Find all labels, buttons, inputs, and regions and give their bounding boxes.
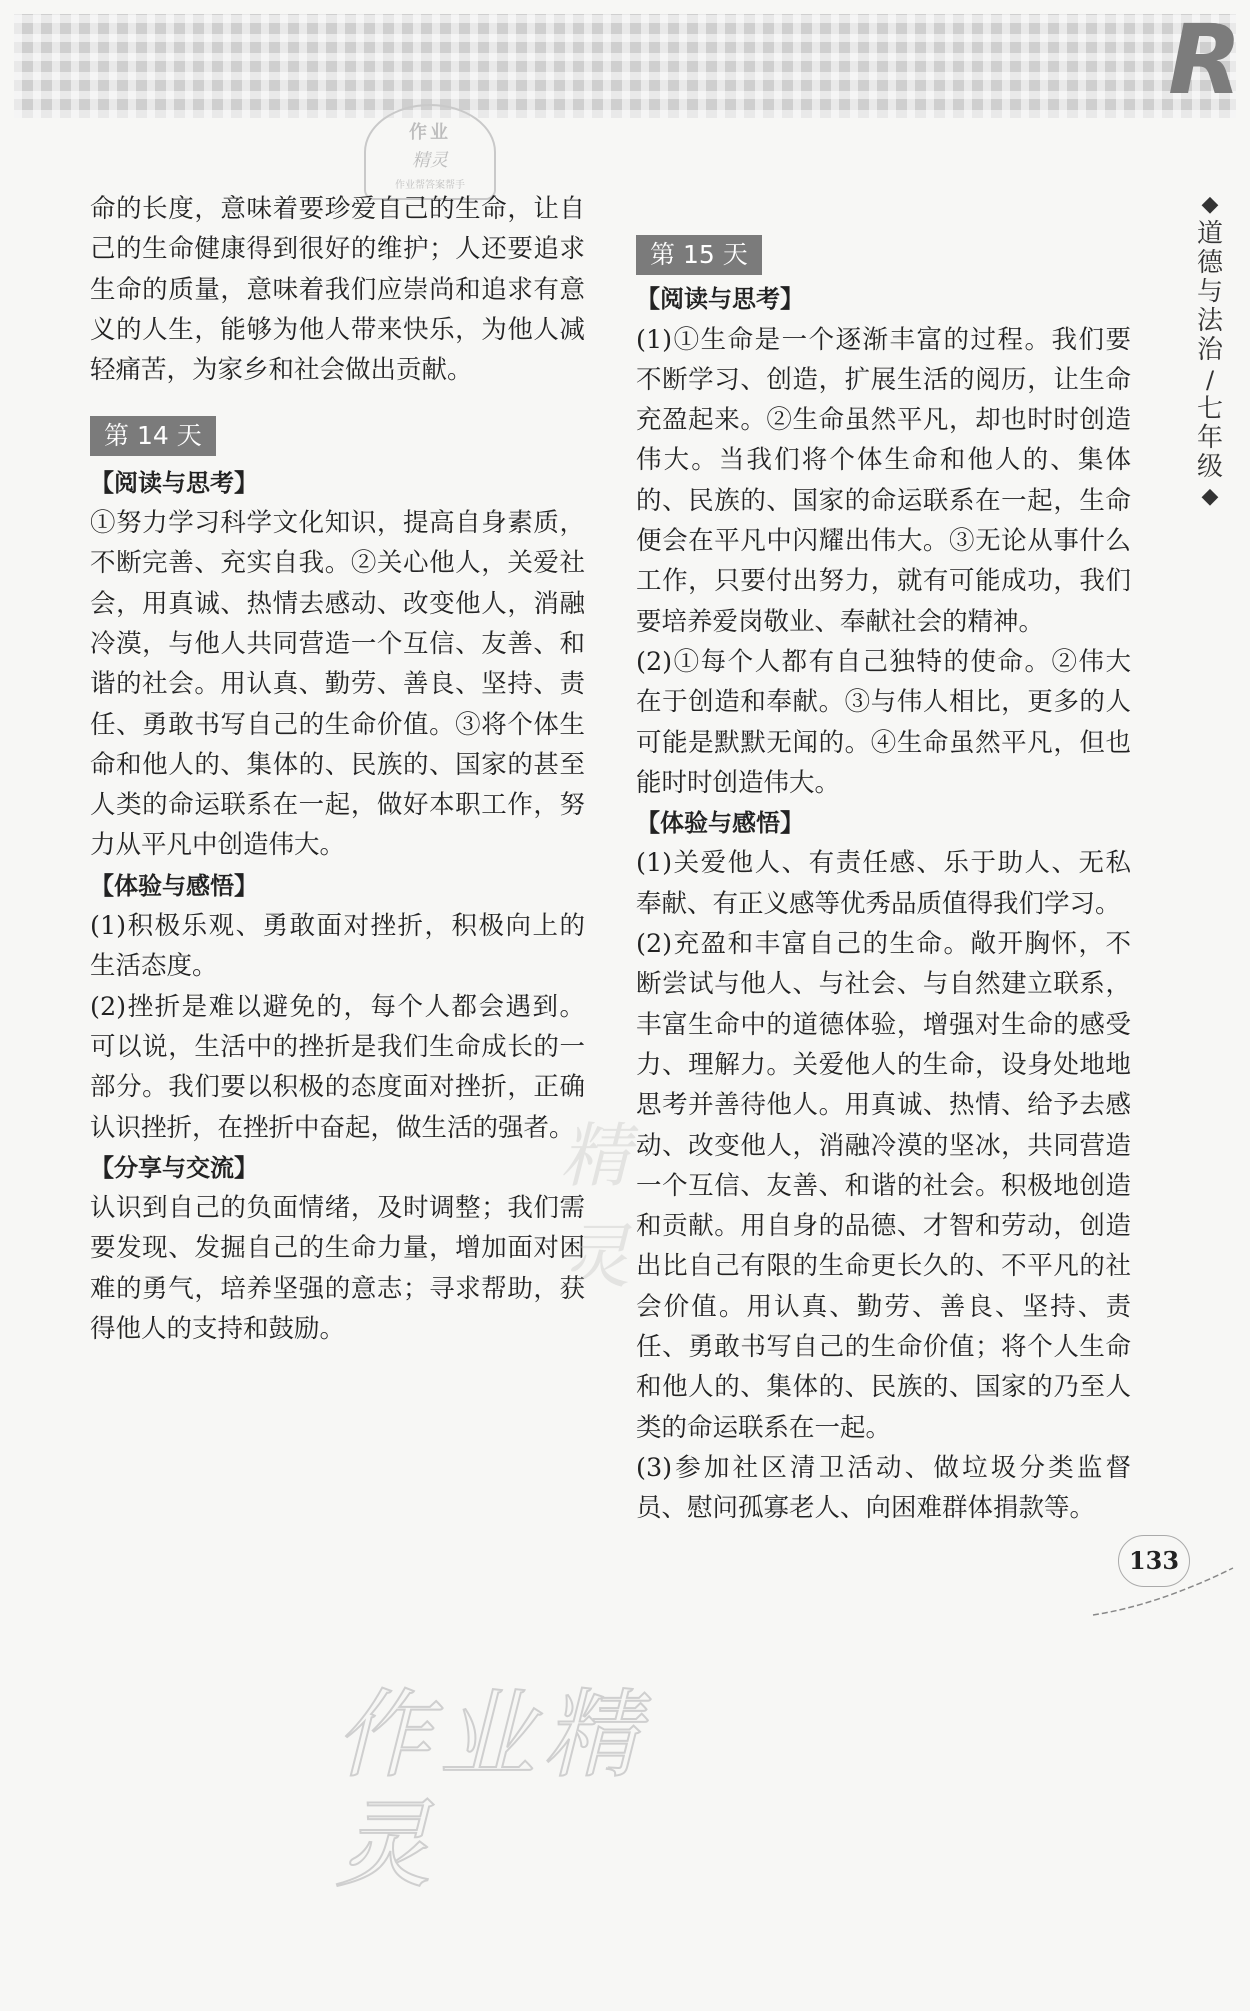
stamp-line-3: 作业帮答案帮手	[395, 180, 465, 191]
paragraph: 认识到自己的负面情绪，及时调整；我们需要发现、发掘自己的生命力量，增加面对困难的勇气，培养坚强的意志；寻求帮助，获得他人的支持和鼓励。	[90, 1193, 585, 1345]
watermark-middle: 精灵	[560, 1115, 630, 1298]
separator: /	[1205, 366, 1215, 394]
paragraph: (1)关爱他人、有责任感、乐于助人、无私奉献、有正义感等优秀品质值得我们学习。	[636, 848, 1131, 919]
section-title: 【分享与交流】	[90, 1153, 258, 1182]
stamp-line-1: 作业	[409, 122, 451, 143]
page-number-swoosh	[1088, 1560, 1238, 1620]
paragraph: (3)参加社区清卫活动、做垃圾分类监督员、慰问孤寡老人、向困难群体捐款等。	[636, 1452, 1131, 1524]
section-title: 【体验与感悟】	[90, 871, 258, 900]
paragraph: (2)①每个人都有自己独特的使命。②伟大在于创造和奉献。③与伟人相比，更多的人可能是默默无闻的。④生命虽然平凡，但也能时时创造伟大。	[636, 646, 1131, 798]
paragraph: (1)积极乐观、勇敢面对挫折，积极向上的生活态度。	[90, 911, 585, 982]
subject-label: 道 德 与 法 治	[1196, 219, 1223, 365]
watermark-stamp	[364, 104, 496, 200]
paragraph: ①努力学习科学文化知识，提高自身素质，不断完善、充实自我。②关心他人，关爱社会，用真诚、热情去感动、改变他人，消融冷漠，与他人共同营造一个互信、友善、和谐的社会。用认真、勤劳、善良、坚持、责任、勇敢书写自己的生命价值。③将个体生命和他人的、集体的、民族的、国家的甚至人类的命运联系在一起，做好本职工作，努力从平凡中创造伟大。	[90, 508, 585, 861]
paragraph: (2)充盈和丰富自己的生命。敞开胸怀，不断尝试与他人、与社会、与自然建立联系，丰富生命中的道德体验，增强对生命的感受力、理解力。关爱他人的生命，设身处地地思考并善待他人。用真诚、热情、给予去感动、改变他人，消融冷漠的坚冰，共同营造一个互信、友善、和谐的社会。积极地创造和贡献。用自身的品德、才智和劳动，创造出比自己有限的生命更长久的、不平凡的社会价值。用认真、勤劳、善良、坚持、责任、勇敢书写自己的生命价值；将个人生命和他人的、集体的、民族的、国家的乃至人类的命运联系在一起。	[636, 929, 1131, 1443]
right-column	[636, 235, 1131, 1529]
day-14-heading: 第 14 天	[90, 416, 216, 456]
section-title: 【体验与感悟】	[636, 809, 804, 838]
grade-label: 七 年 级	[1196, 394, 1223, 482]
diamond-icon: ◆	[1201, 192, 1219, 217]
watermark-bottom: 作业精灵	[335, 1679, 647, 1901]
diamond-icon: ◆	[1201, 484, 1219, 509]
section-title: 【阅读与思考】	[636, 285, 804, 314]
header-letter-logo: R	[1168, 4, 1242, 116]
intro-paragraph: 命的长度，意味着要珍爱自己的生命，让自己的生命健康得到很好的维护；人还要追求生命的质量，意味着我们应崇尚和追求有意义的人生，能够为他人带来快乐，为他人减轻痛苦，为家乡和社会做出贡献。	[90, 194, 585, 386]
left-column	[90, 189, 585, 1349]
paragraph: (2)挫折是难以避免的，每个人都会遇到。可以说，生活中的挫折是我们生命成长的一部分。我们要以积极的态度面对挫折，正确认识挫折，在挫折中奋起，做生活的强者。	[90, 991, 585, 1143]
page-number: 133	[1118, 1535, 1190, 1587]
header-pattern-band	[14, 14, 1236, 118]
paragraph: (1)①生命是一个逐渐丰富的过程。我们要不断学习、创造，扩展生活的阅历，让生命充盈起来。②生命虽然平凡，却也时时创造伟大。当我们将个体生命和他人的、集体的、民族的、国家的命运联系在一起，生命便会在平凡中闪耀出伟大。③无论从事什么工作，只要付出努力，就有可能成功，我们要培养爱岗敬业、奉献社会的精神。	[636, 324, 1131, 637]
section-title: 【阅读与思考】	[90, 468, 258, 497]
stamp-line-2: 精灵	[412, 150, 448, 171]
day-15-heading: 第 15 天	[636, 235, 762, 275]
side-subject-title	[1190, 190, 1230, 512]
